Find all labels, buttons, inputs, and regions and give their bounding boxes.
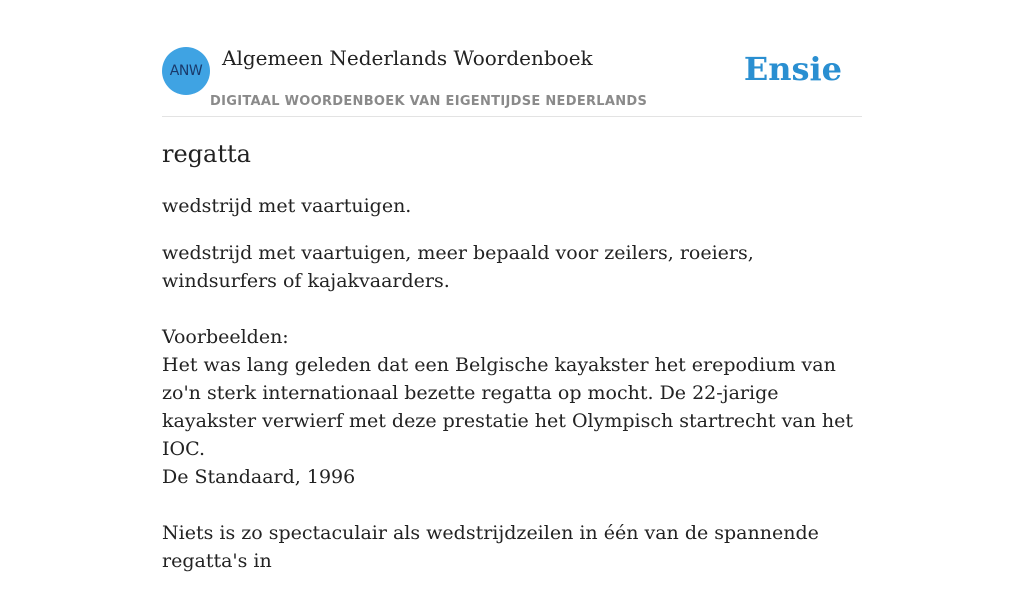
example-item	[162, 351, 862, 491]
entry-short-definition: wedstrijd met vaartuigen.	[162, 195, 412, 217]
entry-long-definition: wedstrijd met vaartuigen, meer bepaald voor zeilers, roeiers, windsurfers of kajakvaarders.	[162, 242, 754, 292]
ensie-brand-logo[interactable]: Ensie	[743, 50, 842, 88]
site-title[interactable]: Algemeen Nederlands Woordenboek	[222, 46, 593, 70]
site-header	[162, 40, 862, 117]
anw-logo-text: ANW	[169, 63, 203, 79]
dictionary-entry	[162, 138, 862, 603]
example-text: Het was lang geleden dat een Belgische kayakster het erepodium van zo'n sterk internationaal bezette regatta op mocht. De 22-jarige kayakster verwierf met deze prestatie het Olympisch startrecht van het IOC.	[162, 354, 854, 460]
example-item	[162, 519, 862, 575]
example-text: Niets is zo spectaculair als wedstrijdzeilen in één van de spannende regatta's in	[162, 522, 819, 572]
example-source: De Standaard, 1996	[162, 466, 356, 488]
entry-headword: regatta	[162, 140, 251, 168]
site-subtitle: DIGITAAL WOORDENBOEK VAN EIGENTIJDSE NEDERLANDS	[210, 94, 648, 109]
anw-logo[interactable]	[162, 47, 210, 95]
examples-label: Voorbeelden:	[162, 326, 289, 348]
